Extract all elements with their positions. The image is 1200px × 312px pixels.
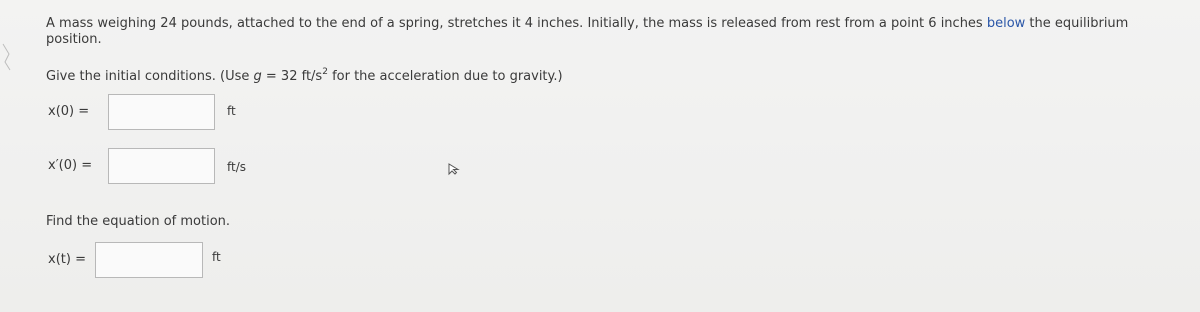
xt-answer-input[interactable]: [95, 242, 203, 278]
xt-label: x(t) =: [48, 252, 86, 267]
x0-answer-input[interactable]: [108, 94, 215, 130]
mouse-pointer-icon: [447, 162, 461, 176]
xprime0-label: x′(0) =: [48, 158, 93, 173]
problem-statement-line-2: position.: [46, 32, 102, 47]
x0-label: x(0) =: [48, 104, 90, 119]
xt-unit: ft: [212, 250, 221, 264]
pencil-mark-icon: [0, 40, 14, 80]
exponent: 2: [322, 66, 328, 77]
initial-conditions-instruction: [46, 68, 563, 85]
instruction-text-middle: = 32 ft/s: [261, 69, 323, 84]
xprime0-unit: ft/s: [227, 160, 247, 174]
problem-text-start: A mass weighing 24 pounds, attached to the end of a spring, stretches it 4 inches. Initially, the mass is released from rest from a point 6 inches: [46, 16, 987, 31]
instruction-text-end: for the acceleration due to gravity.): [327, 69, 563, 84]
x0-unit: ft: [227, 104, 236, 118]
problem-text-end: the equilibrium: [1025, 16, 1129, 31]
equation-of-motion-prompt: Find the equation of motion.: [46, 214, 231, 229]
problem-statement-line-1: [46, 15, 1128, 32]
below-link[interactable]: below: [986, 16, 1026, 31]
instruction-text-start: Give the initial conditions. (Use: [46, 69, 254, 84]
gravity-symbol: g: [253, 69, 262, 84]
xprime0-answer-input[interactable]: [108, 148, 215, 184]
